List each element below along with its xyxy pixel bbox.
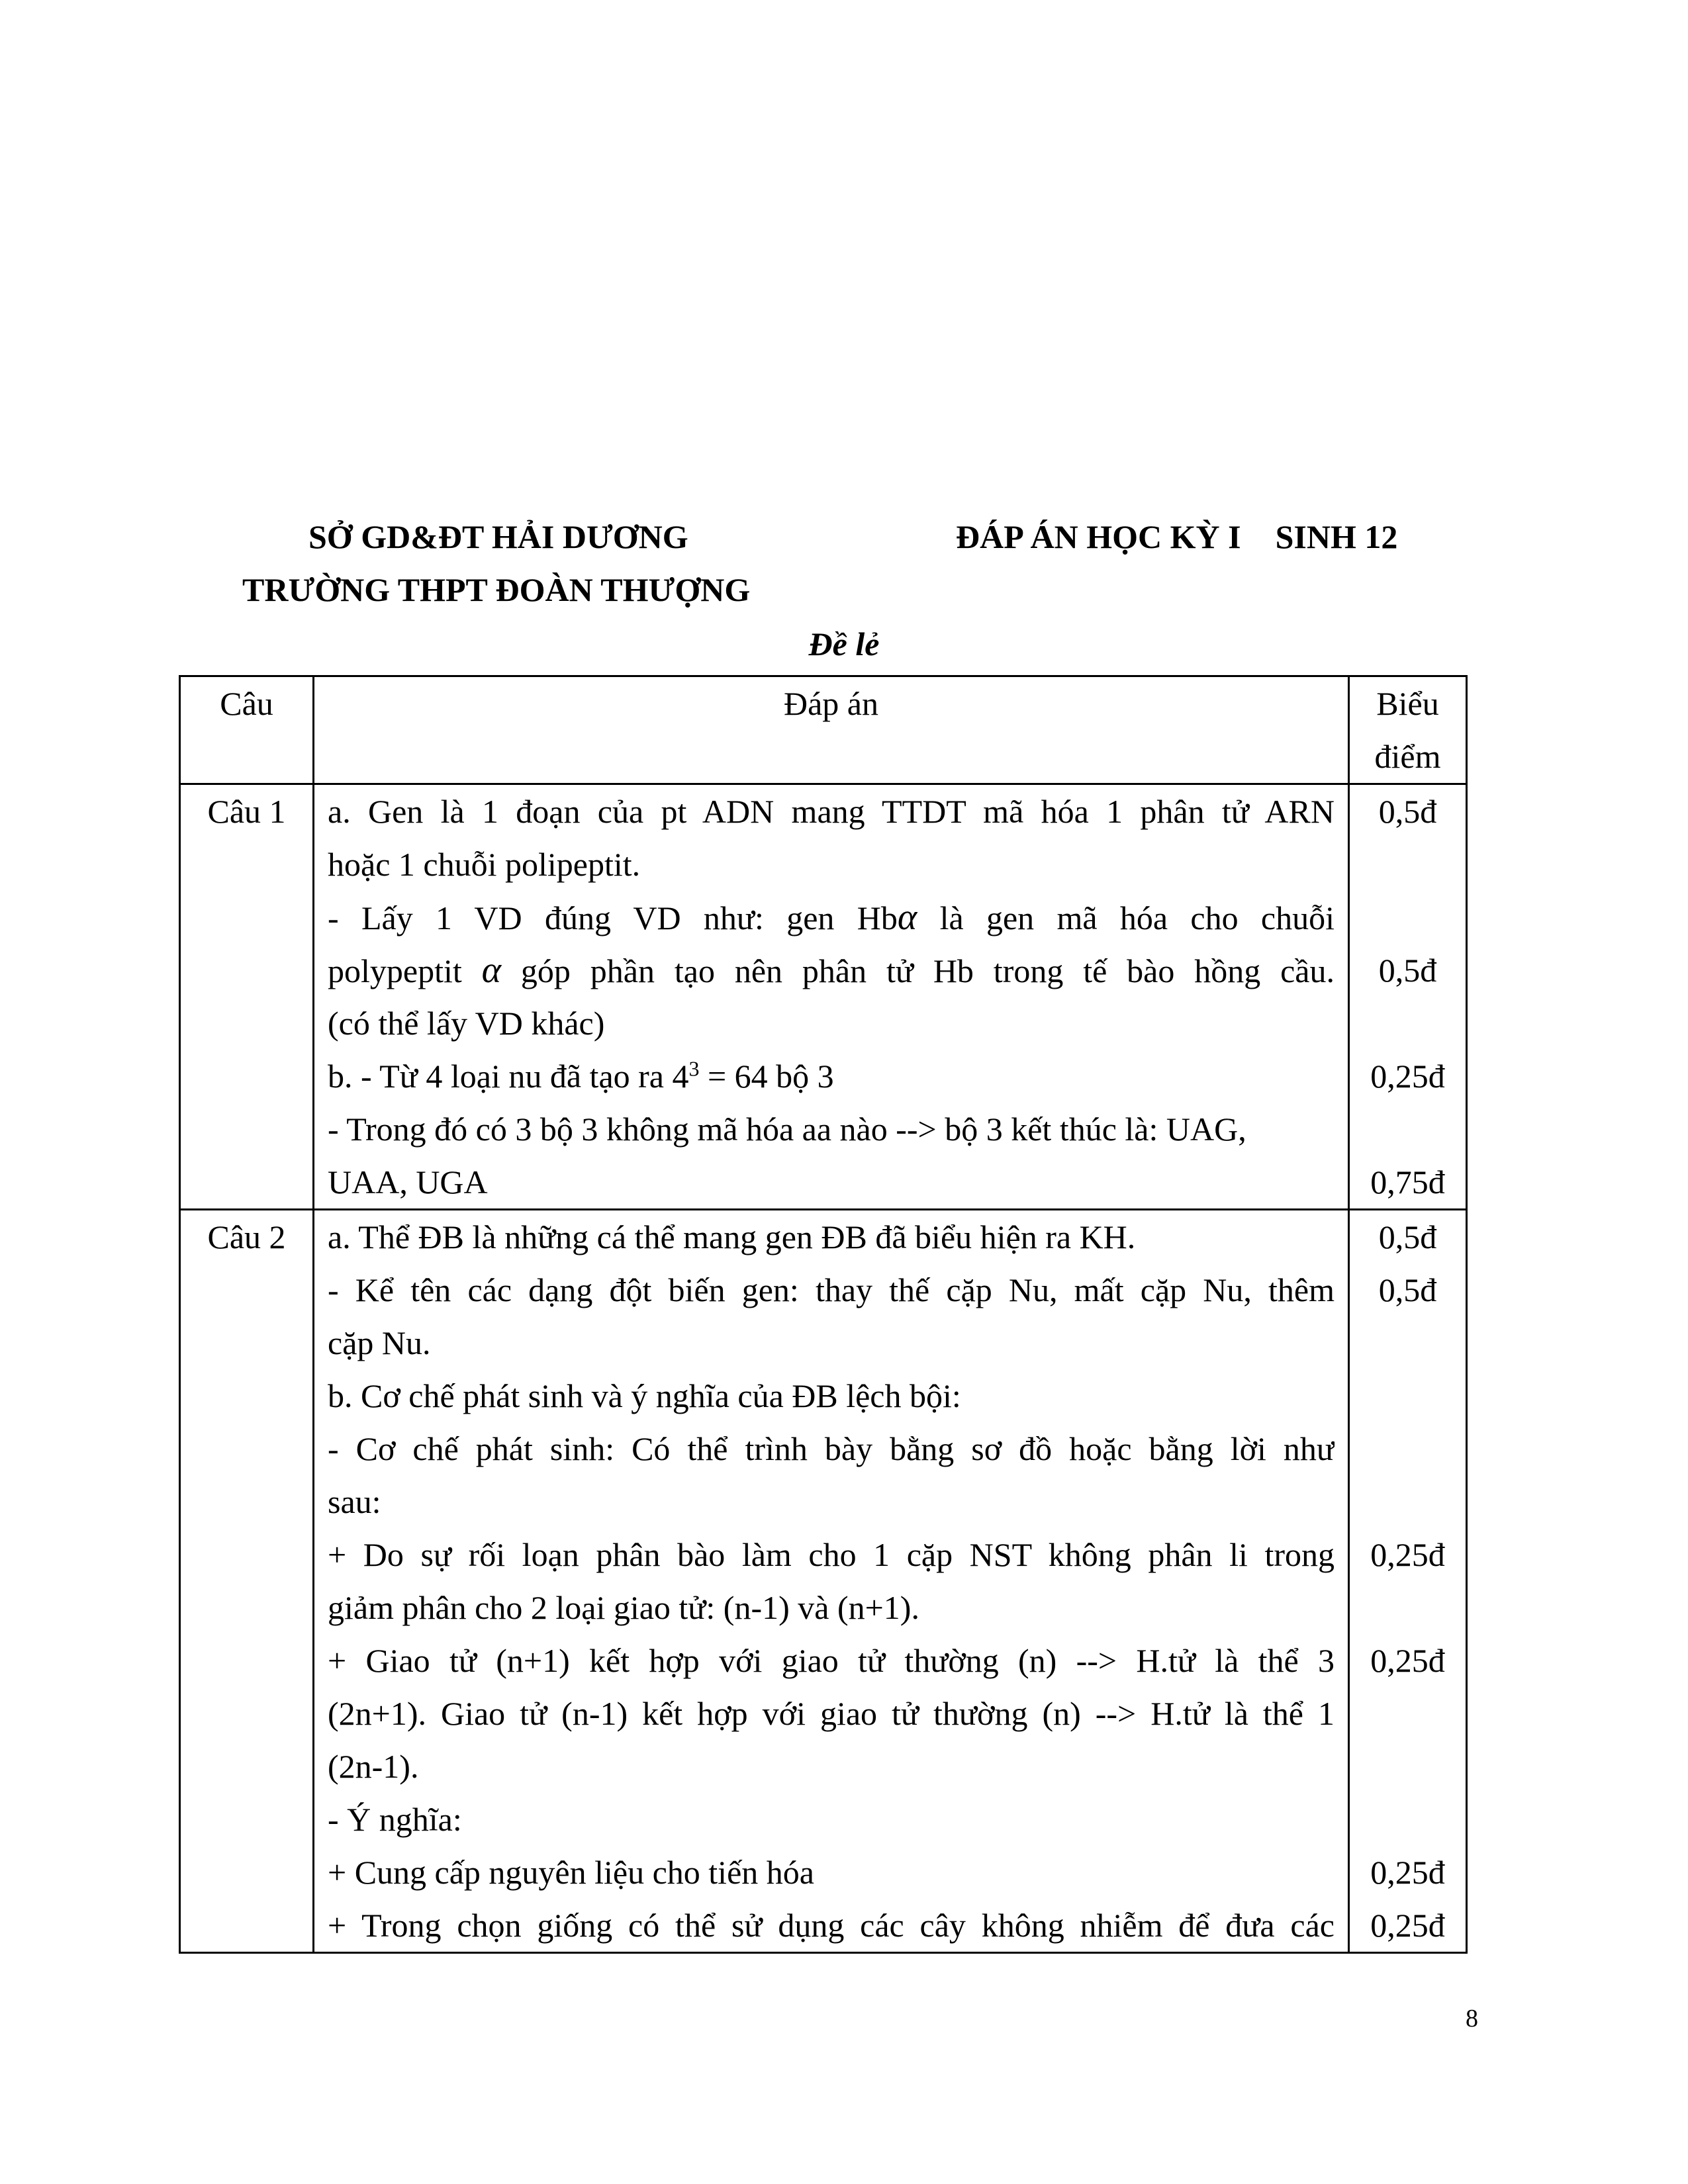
exponent: 3	[688, 1056, 700, 1081]
score-spacer	[1350, 1740, 1466, 1793]
answer-line	[328, 891, 1335, 944]
page-number: 8	[1466, 2005, 1478, 2032]
answer-line: giảm phân cho 2 loại giao tử: (n-1) và (n+1).	[328, 1589, 919, 1626]
answer-line-part: là gen mã hóa cho chuỗi	[939, 899, 1335, 936]
answer-cell	[314, 784, 1349, 1210]
answer-line	[328, 944, 1335, 997]
answer-table	[179, 675, 1468, 1954]
answer-line: + Giao tử (n+1) kết hợp với giao tử thường (n) --> H.tử là thể 3	[328, 1642, 1335, 1679]
score-spacer	[1350, 1422, 1466, 1475]
col-header-score-line1: Biểu	[1376, 685, 1439, 722]
answer-line-part: polypeptit	[328, 952, 462, 989]
score-cell	[1349, 1210, 1467, 1953]
answer-line-part: = 64 bộ 3	[707, 1058, 834, 1095]
answer-line: + Cung cấp nguyên liệu cho tiến hóa	[328, 1854, 814, 1891]
answer-line-part: b. - Từ 4 loại nu đã tạo ra 4	[328, 1058, 689, 1095]
score-spacer	[1350, 1475, 1466, 1528]
score-spacer	[1350, 1369, 1466, 1422]
exam-title-text: ĐÁP ÁN HỌC KỲ I	[956, 518, 1241, 555]
question-label: Câu 2	[180, 1210, 314, 1953]
answer-line: + Trong chọn giống có thể sử dụng các cây không nhiễm để đưa các	[328, 1907, 1335, 1944]
answer-line: b. Cơ chế phát sinh và ý nghĩa của ĐB lệch bội:	[328, 1377, 961, 1414]
answer-cell	[314, 1210, 1349, 1953]
table-row-cau1	[180, 784, 1467, 1210]
score-value: 0,5đ	[1378, 793, 1437, 830]
department-name: SỞ GD&ĐT HẢI DƯƠNG	[308, 518, 688, 555]
answer-line: a. Thể ĐB là những cá thể mang gen ĐB đã biểu hiện ra KH.	[328, 1218, 1136, 1255]
score-value: 0,5đ	[1378, 1218, 1437, 1255]
answer-line: - Cơ chế phát sinh: Có thể trình bày bằng sơ đồ hoặc bằng lời như	[328, 1430, 1335, 1467]
score-spacer	[1350, 1316, 1466, 1369]
answer-line-part: góp phần tạo nên phân tử Hb trong tế bào hồng cầu.	[520, 952, 1335, 989]
score-spacer	[1350, 1687, 1466, 1740]
subject-name: SINH 12	[1275, 518, 1398, 555]
score-value: 0,5đ	[1378, 1271, 1437, 1308]
score-value: 0,25đ	[1370, 1907, 1445, 1944]
question-label: Câu 1	[180, 784, 314, 1210]
score-spacer	[1350, 1581, 1466, 1634]
score-value: 0,75đ	[1370, 1163, 1445, 1201]
score-value: 0,25đ	[1370, 1536, 1445, 1573]
score-spacer	[1350, 838, 1466, 891]
school-name: TRƯỜNG THPT ĐOÀN THƯỢNG	[242, 571, 751, 608]
score-value: 0,25đ	[1370, 1854, 1445, 1891]
answer-line: (2n+1). Giao tử (n-1) kết hợp với giao tử thường (n) --> H.tử là thể 1	[328, 1695, 1335, 1732]
score-spacer	[1350, 891, 1466, 944]
score-spacer	[1350, 1793, 1466, 1846]
col-header-question: Câu	[180, 676, 314, 784]
answer-line: - Ý nghĩa:	[328, 1801, 462, 1838]
table-header-row	[180, 676, 1467, 784]
score-cell	[1349, 784, 1467, 1210]
table-row-cau2	[180, 1210, 1467, 1953]
score-spacer	[1350, 997, 1466, 1050]
score-value: 0,25đ	[1370, 1642, 1445, 1679]
score-value: 0,25đ	[1370, 1058, 1445, 1095]
answer-line	[328, 1050, 1335, 1103]
answer-line: - Trong đó có 3 bộ 3 không mã hóa aa nào --> bộ 3 kết thúc là: UAG,	[328, 1111, 1246, 1148]
answer-line: (có thể lấy VD khác)	[328, 1005, 605, 1042]
score-spacer	[1350, 1103, 1466, 1156]
alpha-symbol: α	[481, 950, 502, 991]
answer-line: a. Gen là 1 đoạn của pt ADN mang TTDT mã hóa 1 phân tử ARN	[328, 793, 1335, 830]
answer-line: + Do sự rối loạn phân bào làm cho 1 cặp NST không phân li trong	[328, 1536, 1335, 1573]
exam-variant-subtitle: Đề lẻ	[808, 625, 880, 662]
col-header-score	[1349, 676, 1467, 784]
alpha-symbol: α	[897, 897, 917, 938]
col-header-answer: Đáp án	[314, 676, 1349, 784]
answer-line: sau:	[328, 1483, 381, 1520]
answer-line: cặp Nu.	[328, 1324, 431, 1361]
col-header-score-line2: điểm	[1374, 738, 1441, 775]
answer-line: - Kể tên các dạng đột biến gen: thay thế cặp Nu, mất cặp Nu, thêm	[328, 1271, 1335, 1308]
exam-title	[956, 520, 1397, 553]
answer-line: UAA, UGA	[328, 1163, 488, 1201]
answer-line-part: - Lấy 1 VD đúng VD như: gen Hb	[328, 899, 898, 936]
score-value: 0,5đ	[1378, 952, 1437, 989]
answer-line: hoặc 1 chuỗi polipeptit.	[328, 846, 641, 883]
answer-line: (2n-1).	[328, 1748, 419, 1785]
